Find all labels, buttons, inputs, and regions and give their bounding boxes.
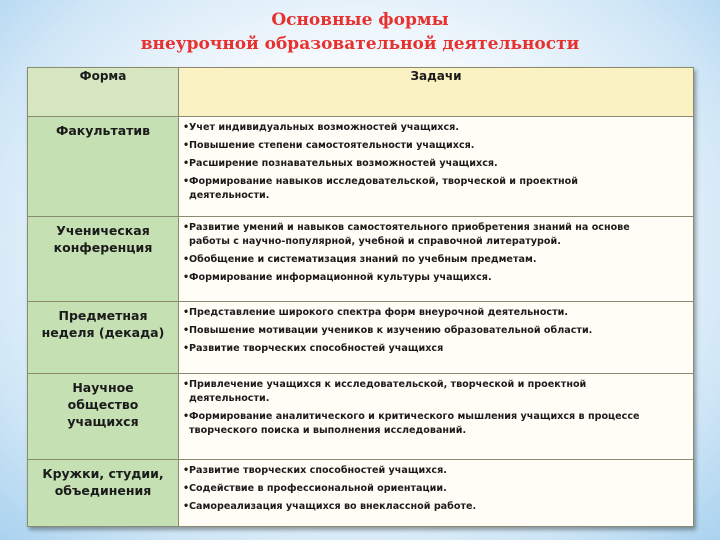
task-item [181,378,689,406]
form-cell [28,302,179,374]
form-cell [28,217,179,302]
table-row [28,302,694,374]
header-form: Форма [28,68,179,117]
table-row [28,117,694,217]
table-row [28,460,694,527]
forms-table [27,67,694,527]
table-row [28,374,694,460]
task-item [181,324,689,338]
task-item [181,271,689,285]
page-title [0,8,720,56]
tasks-cell [179,302,694,374]
form-name-line: Научное [72,380,134,395]
task-item [181,175,689,203]
task-text-line: Учет индивидуальных возможностей учащихся. [189,122,459,133]
task-item [181,253,689,267]
task-item [181,306,689,320]
task-item [181,139,689,153]
table-body [28,117,694,527]
form-name-line: Факультатив [55,123,151,138]
task-text-line: Привлечение учащихся к исследовательской, творческой и проектной [189,379,587,390]
task-item [181,500,689,514]
form-cell [28,117,179,217]
task-text-line: Представление широкого спектра форм внеурочной деятельности. [189,307,569,318]
tasks-cell [179,460,694,527]
title-line-1: Основные формы [271,10,449,30]
task-text-line: Развитие творческих способностей учащихся [189,343,444,354]
task-text-line: Самореализация учащихся во внеклассной работе. [189,501,477,512]
task-text-line: Содействие в профессиональной ориентации. [189,483,447,494]
form-name-line: учащихся [67,414,139,429]
task-item [181,482,689,496]
tasks-list [181,221,689,285]
form-cell [28,374,179,460]
task-text-line: Развитие умений и навыков самостоятельного приобретения знаний на основе [189,222,630,233]
task-text-line: Формирование навыков исследовательской, творческой и проектной [189,176,578,187]
form-name-line: Кружки, студии, [42,466,164,481]
form-name-line: общество [67,397,139,412]
header-tasks: Задачи [179,68,694,117]
tasks-cell [179,117,694,217]
task-text-line: Обобщение и систематизация знаний по учебным предметам. [189,254,537,265]
task-item [181,410,689,438]
task-text-line: Формирование аналитического и критического мышления учащихся в процессе [189,411,640,422]
task-text-line: работы с научно-популярной, учебной и справочной литературой. [189,236,561,247]
task-text-line: Формирование информационной культуры учащихся. [189,272,492,283]
form-name-line: неделя (декада) [41,325,165,340]
task-text-line: Повышение степени самостоятельности учащихся. [189,140,475,151]
title-line-2: внеурочной образовательной деятельности [140,34,580,54]
task-text-line: деятельности. [189,190,270,201]
task-text-line: деятельности. [189,393,270,404]
form-name-line: объединения [54,483,152,498]
table-header-row [28,68,694,117]
form-name-line: конференция [53,240,153,255]
form-cell [28,460,179,527]
task-text-line: творческого поиска и выполнения исследований. [189,425,467,436]
tasks-cell [179,217,694,302]
tasks-list [181,378,689,438]
task-item [181,342,689,356]
form-name-line: Предметная [58,308,148,323]
task-text-line: Расширение познавательных возможностей учащихся. [189,158,498,169]
task-item [181,221,689,249]
tasks-cell [179,374,694,460]
task-text-line: Развитие творческих способностей учащихся. [189,465,447,476]
form-name-line: Ученическая [56,223,150,238]
table-row [28,217,694,302]
task-item [181,157,689,171]
task-text-line: Повышение мотивации учеников к изучению образовательной области. [189,325,593,336]
tasks-list [181,306,689,356]
tasks-list [181,121,689,203]
task-item [181,121,689,135]
tasks-list [181,464,689,514]
task-item [181,464,689,478]
